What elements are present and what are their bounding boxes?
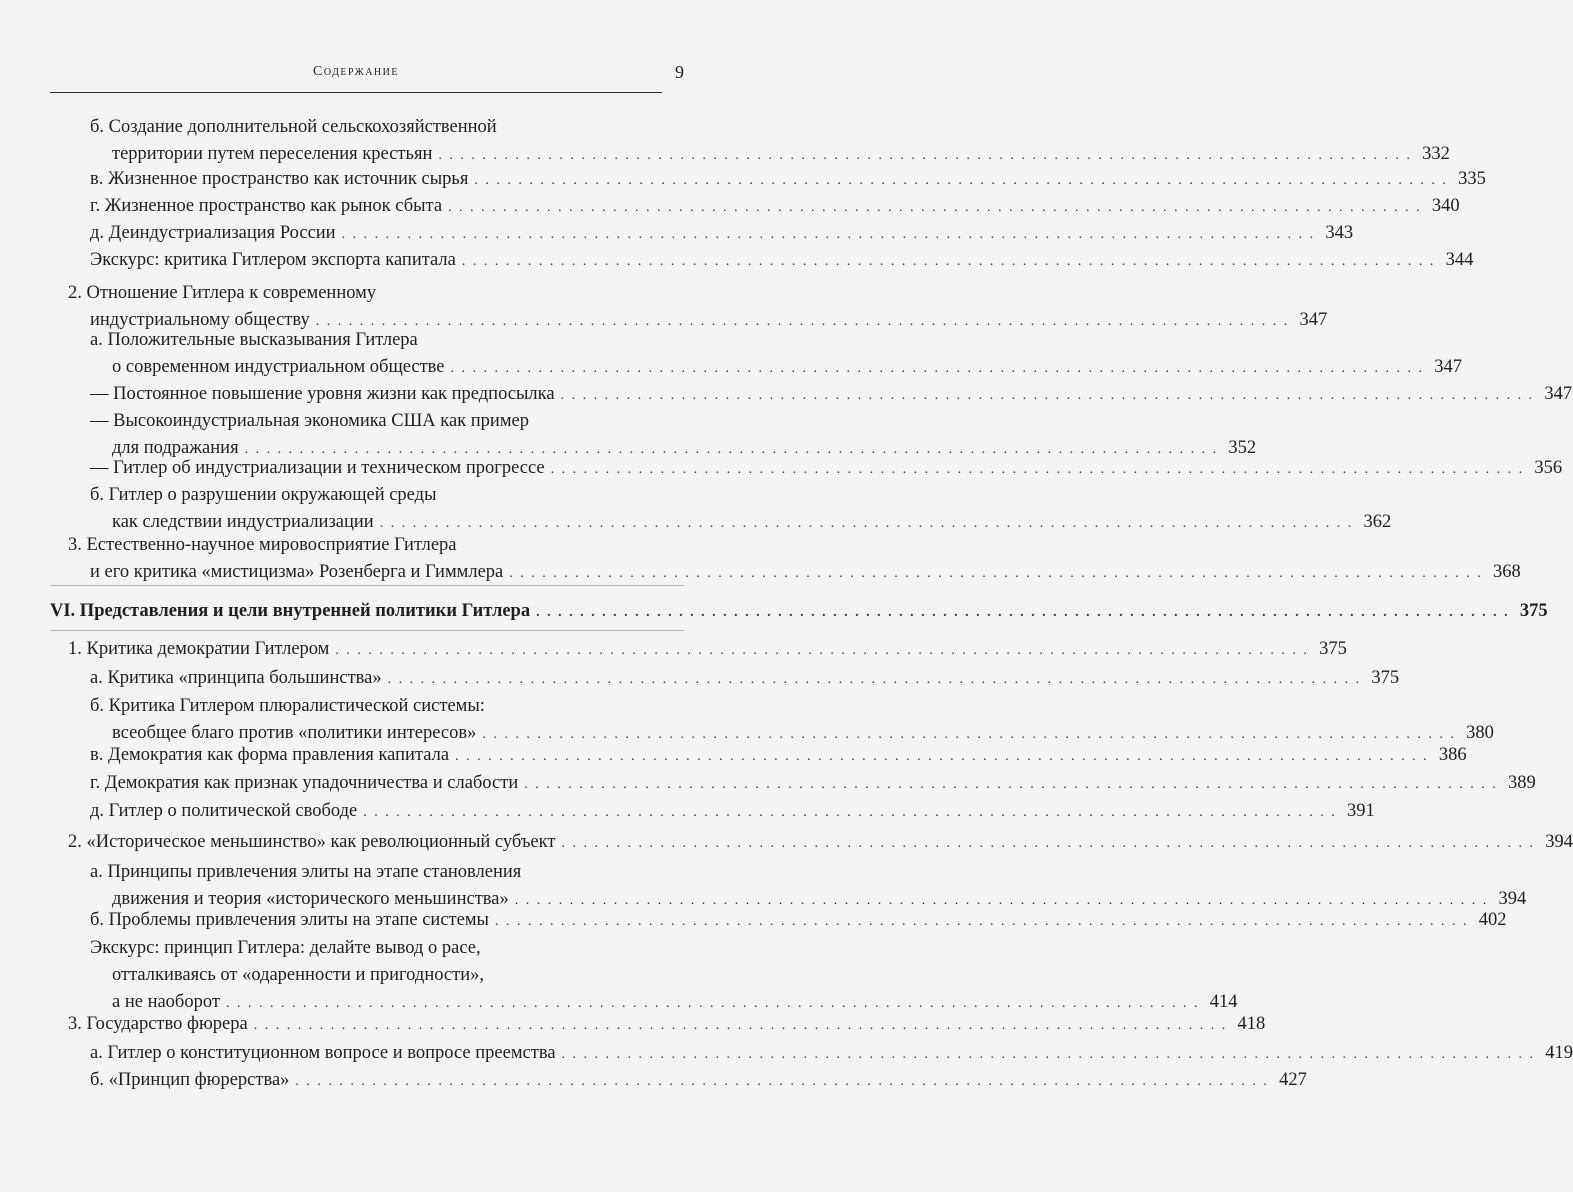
dot-leader: . . . . . . . . . . . . . . . . . . . . . . . . . . . . . . . . . . . . . . . . . . . . . . . . . . . . . . . . . . . . . . . . . . . . . . . . . . . . . . . . . . . . . . . . . [561, 1047, 1536, 1062]
dot-leader: . . . . . . . . . . . . . . . . . . . . . . . . . . . . . . . . . . . . . . . . . . . . . . . . . . . . . . . . . . . . . . . . . . . . . . . . . . . . . . . . . . . . . . . . . [448, 200, 1422, 215]
dot-leader: . . . . . . . . . . . . . . . . . . . . . . . . . . . . . . . . . . . . . . . . . . . . . . . . . . . . . . . . . . . . . . . . . . . . . . . . . . . . . . . . . . . . . . . . . [461, 254, 1436, 269]
toc-page-number: 356 [1534, 458, 1563, 478]
page-header [50, 62, 684, 88]
toc-entry-line: отталкиваясь от «одаренности и пригодности», [112, 965, 484, 985]
toc-page-number: 394 [1498, 889, 1527, 909]
toc-entry-line: а. Принципы привлечения элиты на этапе становления [90, 862, 522, 882]
toc-page-number: 375 [1319, 639, 1347, 659]
dot-leader: . . . . . . . . . . . . . . . . . . . . . . . . . . . . . . . . . . . . . . . . . . . . . . . . . . . . . . . . . . . . . . . . . . . . . . . . . . . . . . . . . . . . . . . . . [550, 462, 1525, 477]
dot-leader: . . . . . . . . . . . . . . . . . . . . . . . . . . . . . . . . . . . . . . . . . . . . . . . . . . . . . . . . . . . . . . . . . . . . . . . . . . . . . . . . . . . . . . . . . [315, 314, 1290, 329]
section-divider [50, 585, 684, 586]
dot-leader: . . . . . . . . . . . . . . . . . . . . . . . . . . . . . . . . . . . . . . . . . . . . . . . . . . . . . . . . . . . . . . . . . . . . . . . . . . . . . . . . . . . . . . . . . [379, 516, 1354, 531]
toc-entry[interactable] [90, 742, 1467, 770]
dot-leader: . . . . . . . . . . . . . . . . . . . . . . . . . . . . . . . . . . . . . . . . . . . . . . . . . . . . . . . . . . . . . . . . . . . . . . . . . . . . . . . . . . . . . . . . . [524, 777, 1498, 792]
toc-entry-title: Экскурс: критика Гитлером экспорта капитала [90, 250, 456, 270]
dot-leader: . . . . . . . . . . . . . . . . . . . . . . . . . . . . . . . . . . . . . . . . . . . . . . . . . . . . . . . . . . . . . . . . . . . . . . . . . . . . . . . . . . . . . . . . . [450, 361, 1425, 376]
header-rule [50, 92, 662, 93]
toc-entry-line: Экскурс: принцип Гитлера: делайте вывод о расе, [90, 938, 481, 958]
toc-entry-title: всеобщее благо против «политики интересов» [112, 723, 477, 743]
toc-entry-title: а не наоборот [112, 992, 220, 1012]
toc-entry[interactable] [68, 532, 1521, 587]
toc-entry-title: территории путем переселения крестьян [112, 144, 433, 164]
toc-entry-title: для подражания [112, 438, 239, 458]
toc-page-number: 419 [1545, 1043, 1573, 1063]
toc-page-number: 380 [1466, 723, 1494, 743]
dot-leader: . . . . . . . . . . . . . . . . . . . . . . . . . . . . . . . . . . . . . . . . . . . . . . . . . . . . . . . . . . . . . . . . . . . . . . . . . . . . . . . . . . . . . . . . . [474, 173, 1448, 188]
dot-leader: . . . . . . . . . . . . . . . . . . . . . . . . . . . . . . . . . . . . . . . . . . . . . . . . . . . . . . . . . . . . . . . . . . . . . . . . . . . . . . . . . . . . . . . . . [387, 672, 1362, 687]
toc-entry[interactable] [90, 770, 1536, 798]
toc-entry[interactable] [90, 693, 1494, 748]
toc-entry-title: б. «Принцип фюрерства» [90, 1070, 290, 1090]
toc-chapter-entry[interactable] [50, 598, 1548, 626]
toc-entry[interactable] [90, 381, 1573, 409]
toc-entry-title: в. Жизненное пространство как источник сырья [90, 169, 469, 189]
toc-entry[interactable] [90, 907, 1507, 935]
dot-leader: . . . . . . . . . . . . . . . . . . . . . . . . . . . . . . . . . . . . . . . . . . . . . . . . . . . . . . . . . . . . . . . . . . . . . . . . . . . . . . . . . . . . . . . . . [438, 148, 1412, 163]
dot-leader: . . . . . . . . . . . . . . . . . . . . . . . . . . . . . . . . . . . . . . . . . . . . . . . . . . . . . . . . . . . . . . . . . . . . . . . . . . . . . . . . . . . . . . . . . [363, 805, 1337, 820]
dot-leader: . . . . . . . . . . . . . . . . . . . . . . . . . . . . . . . . . . . . . . . . . . . . . . . . . . . . . . . . . . . . . . . . . . . . . . . . . . . . . . . . . . . . . . . . . [509, 566, 1483, 581]
toc-entry[interactable] [90, 1040, 1573, 1068]
toc-entry-title: 1. Критика демократии Гитлером [68, 639, 330, 659]
toc-entry[interactable] [90, 327, 1463, 382]
toc-page-number: 414 [1209, 992, 1238, 1012]
toc-entry-title: б. Проблемы привлечения элиты на этапе системы [90, 910, 489, 930]
toc-entry-line: — Высокоиндустриальная экономика США как пример [90, 411, 530, 431]
toc-entry[interactable] [90, 935, 1238, 1017]
dot-leader: . . . . . . . . . . . . . . . . . . . . . . . . . . . . . . . . . . . . . . . . . . . . . . . . . . . . . . . . . . . . . . . . . . . . . . . . . . . . . . . . . . . . . . . . . [335, 643, 1309, 658]
toc-entry[interactable] [90, 665, 1400, 693]
toc-page-number: 368 [1493, 562, 1521, 582]
dot-leader: . . . . . . . . . . . . . . . . . . . . . . . . . . . . . . . . . . . . . . . . . . . . . . . . . . . . . . . . . . . . . . . . . . . . . . . . . . . . . . . . . . . . . . . . . [514, 893, 1489, 908]
toc-entry-title: 2. «Историческое меньшинство» как революционный субъект [68, 832, 556, 852]
toc-page-number: 335 [1458, 169, 1486, 189]
toc-entry-line: б. Создание дополнительной сельскохозяйственной [90, 117, 497, 137]
toc-entry[interactable] [68, 636, 1347, 664]
toc-entry[interactable] [90, 220, 1354, 248]
section-divider [50, 630, 684, 631]
dot-leader: . . . . . . . . . . . . . . . . . . . . . . . . . . . . . . . . . . . . . . . . . . . . . . . . . . . . . . . . . . . . . . . . . . . . . . . . . . . . . . . . . . . . . . . . . [295, 1074, 1269, 1089]
toc-page-number: 352 [1228, 438, 1257, 458]
toc-page-number: 347 [1544, 384, 1573, 404]
dot-leader: . . . . . . . . . . . . . . . . . . . . . . . . . . . . . . . . . . . . . . . . . . . . . . . . . . . . . . . . . . . . . . . . . . . . . . . . . . . . . . . . . . . . . . . . . [560, 388, 1535, 403]
dot-leader: . . . . . . . . . . . . . . . . . . . . . . . . . . . . . . . . . . . . . . . . . . . . . . . . . . . . . . . . . . . . . . . . . . . . . . . . . . . . . . . . . . . . . . . . . [482, 727, 1456, 742]
toc-entry[interactable] [90, 114, 1450, 169]
toc-entry-title: как следствии индустриализации [112, 512, 374, 532]
toc-entry[interactable] [90, 482, 1392, 537]
dot-leader: . . . . . . . . . . . . . . . . . . . . . . . . . . . . . . . . . . . . . . . . . . . . . . . . . . . . . . . . . . . . . . . . . . . . . . . . . . . . . . . . . . . . . . . . . [536, 605, 1510, 620]
toc-entry[interactable] [90, 247, 1474, 275]
dot-leader: . . . . . . . . . . . . . . . . . . . . . . . . . . . . . . . . . . . . . . . . . . . . . . . . . . . . . . . . . . . . . . . . . . . . . . . . . . . . . . . . . . . . . . . . . [244, 442, 1219, 457]
toc-entry-title: 3. Государство фюрера [68, 1014, 248, 1034]
toc-page-number: 343 [1325, 223, 1354, 243]
toc-entry-line: 3. Естественно-научное мировосприятие Гитлера [68, 535, 457, 555]
toc-entry-title: г. Жизненное пространство как рынок сбыта [90, 196, 443, 216]
toc-page-number: 347 [1434, 357, 1463, 377]
toc-entry-title: VI. Представления и цели внутренней политики Гитлера [50, 601, 531, 621]
toc-entry-title: а. Критика «принципа большинства» [90, 668, 382, 688]
toc-entry[interactable] [68, 1011, 1266, 1039]
toc-entry-line: 2. Отношение Гитлера к современному [68, 283, 377, 303]
toc-entry-line: б. Гитлер о разрушении окружающей среды [90, 485, 437, 505]
toc-entry-line: б. Критика Гитлером плюралистической системы: [90, 696, 485, 716]
toc-page-number: 391 [1346, 801, 1375, 821]
toc-entry[interactable] [90, 798, 1375, 826]
toc-entry[interactable] [90, 455, 1563, 483]
toc-entry-title: и его критика «мистицизма» Розенберга и Гиммлера [90, 562, 504, 582]
toc-entry[interactable] [68, 829, 1573, 857]
running-title: Содержание [313, 64, 399, 79]
dot-leader: . . . . . . . . . . . . . . . . . . . . . . . . . . . . . . . . . . . . . . . . . . . . . . . . . . . . . . . . . . . . . . . . . . . . . . . . . . . . . . . . . . . . . . . . . [455, 749, 1429, 764]
dot-leader: . . . . . . . . . . . . . . . . . . . . . . . . . . . . . . . . . . . . . . . . . . . . . . . . . . . . . . . . . . . . . . . . . . . . . . . . . . . . . . . . . . . . . . . . . [253, 1018, 1228, 1033]
toc-entry-title: д. Деиндустриализация России [90, 223, 336, 243]
dot-leader: . . . . . . . . . . . . . . . . . . . . . . . . . . . . . . . . . . . . . . . . . . . . . . . . . . . . . . . . . . . . . . . . . . . . . . . . . . . . . . . . . . . . . . . . . [561, 836, 1535, 851]
toc-entry[interactable] [90, 166, 1486, 194]
toc-entry-title: — Постоянное повышение уровня жизни как предпосылка [90, 384, 555, 404]
toc-entry-title: в. Демократия как форма правления капитала [90, 745, 450, 765]
toc-entry-title: — Гитлер об индустриализации и техническом прогрессе [90, 458, 545, 478]
toc-page-number: 394 [1545, 832, 1573, 852]
toc-page-number: 344 [1445, 250, 1474, 270]
toc-entry-title: г. Демократия как признак упадочничества и слабости [90, 773, 519, 793]
toc-entry-title: д. Гитлер о политической свободе [90, 801, 358, 821]
toc-entry-title: о современном индустриальном обществе [112, 357, 445, 377]
dot-leader: . . . . . . . . . . . . . . . . . . . . . . . . . . . . . . . . . . . . . . . . . . . . . . . . . . . . . . . . . . . . . . . . . . . . . . . . . . . . . . . . . . . . . . . . . [494, 914, 1469, 929]
toc-page-number: 427 [1279, 1070, 1307, 1090]
toc-entry[interactable] [90, 859, 1527, 914]
toc-page-number: 386 [1438, 745, 1467, 765]
dot-leader: . . . . . . . . . . . . . . . . . . . . . . . . . . . . . . . . . . . . . . . . . . . . . . . . . . . . . . . . . . . . . . . . . . . . . . . . . . . . . . . . . . . . . . . . . [225, 996, 1200, 1011]
toc-page-number: 375 [1519, 601, 1548, 621]
toc-page-number: 332 [1422, 144, 1450, 164]
toc-page-number: 418 [1237, 1014, 1266, 1034]
dot-leader: . . . . . . . . . . . . . . . . . . . . . . . . . . . . . . . . . . . . . . . . . . . . . . . . . . . . . . . . . . . . . . . . . . . . . . . . . . . . . . . . . . . . . . . . . [341, 227, 1316, 242]
toc-page-number: 347 [1299, 310, 1328, 330]
toc-entry-line: а. Положительные высказывания Гитлера [90, 330, 418, 350]
toc-page-number: 389 [1507, 773, 1536, 793]
toc-page-number: 375 [1371, 668, 1400, 688]
toc-entry-title: движения и теория «исторического меньшинства» [112, 889, 509, 909]
toc-entry[interactable] [90, 1067, 1307, 1095]
toc-page-number: 362 [1363, 512, 1392, 532]
toc-entry-title: индустриальному обществу [90, 310, 310, 330]
toc-entry-title: а. Гитлер о конституционном вопросе и вопросе преемства [90, 1043, 556, 1063]
toc-entry[interactable] [90, 193, 1460, 221]
toc-page-number: 402 [1478, 910, 1507, 930]
toc-page-number: 340 [1431, 196, 1460, 216]
page-number: 9 [675, 62, 684, 82]
